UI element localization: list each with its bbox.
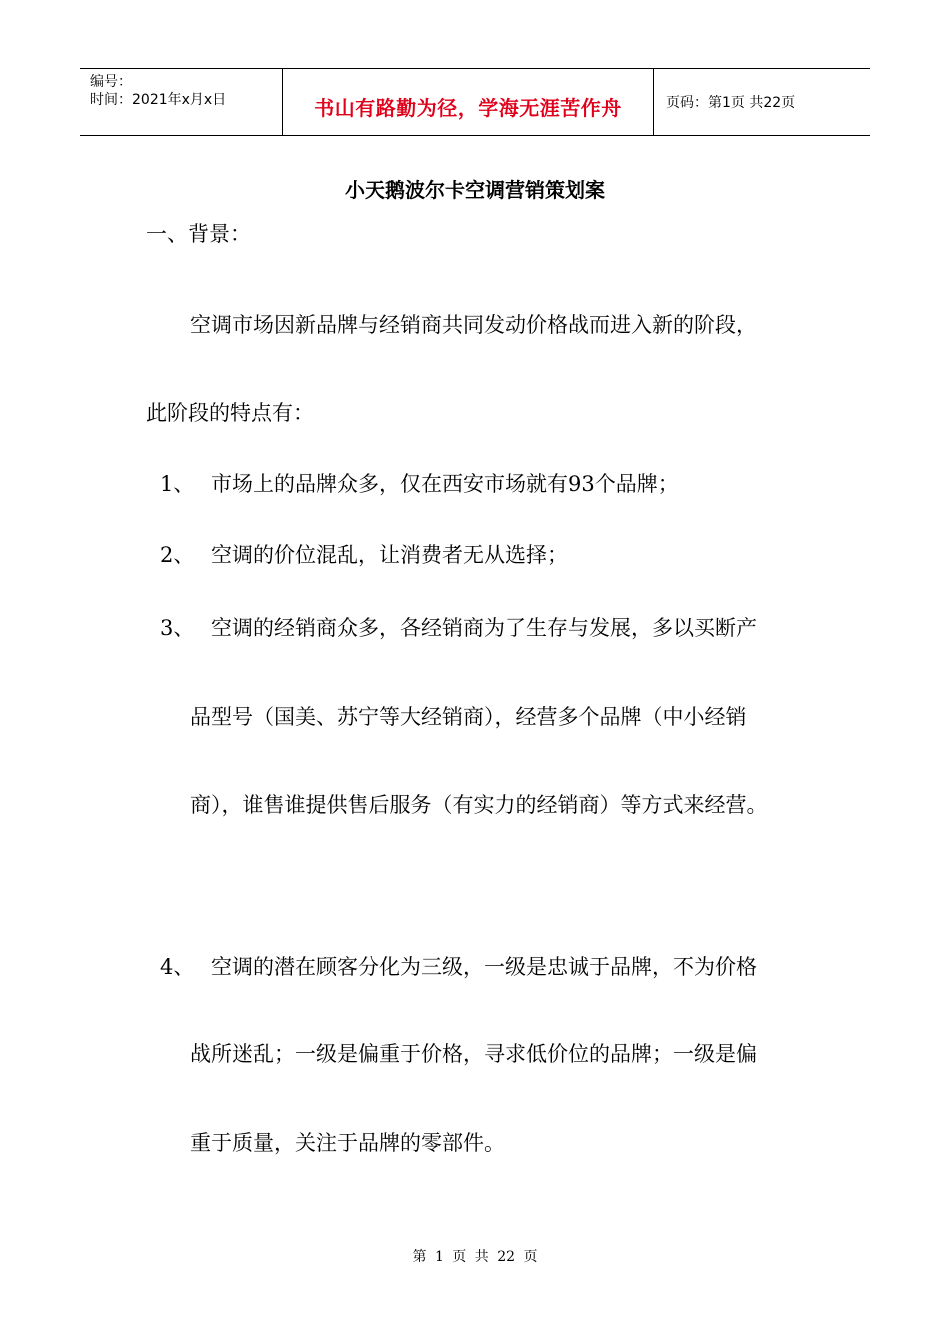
list-item-number: 4、 bbox=[160, 955, 195, 979]
list-item-text: 品型号（国美、苏宁等大经销商），经营多个品牌（中小经销 bbox=[190, 705, 747, 729]
header-page-cell bbox=[654, 69, 870, 135]
page-header bbox=[80, 68, 870, 136]
list-item-text: 空调的经销商众多，各经销商为了生存与发展，多以买断产 bbox=[211, 616, 757, 640]
list-item-text: 商），谁售谁提供售后服务（有实力的经销商）等方式来经营。 bbox=[190, 793, 768, 817]
list-item-text: 战所迷乱；一级是偏重于价格，寻求低价位的品牌；一级是偏 bbox=[190, 1042, 757, 1066]
list-item-number: 2、 bbox=[160, 543, 195, 567]
list-item-text: 空调的潜在顾客分化为三级，一级是忠诚于品牌，不为价格 bbox=[211, 955, 757, 979]
header-motto-cell bbox=[282, 69, 654, 135]
list-item-text: 市场上的品牌众多，仅在西安市场就有93个品牌； bbox=[211, 472, 679, 496]
document-title: 小天鹅波尔卡空调营销策划案 bbox=[345, 178, 605, 202]
section-heading: 一、背景： bbox=[146, 222, 251, 246]
list-item-text: 空调的价位混乱，让消费者无从选择； bbox=[211, 543, 568, 567]
serial-label: 编号： bbox=[90, 74, 132, 90]
list-item-number: 1、 bbox=[160, 472, 195, 496]
page-info: 页码：第1页 共22页 bbox=[666, 95, 796, 111]
intro-line-2: 此阶段的特点有： bbox=[146, 401, 314, 425]
header-left-cell bbox=[80, 69, 282, 135]
page-footer: 第 1 页 共 22 页 bbox=[412, 1249, 538, 1265]
motto: 书山有路勤为径，学海无涯苦作舟 bbox=[314, 96, 622, 120]
time-label: 时间：2021年x月x日 bbox=[90, 92, 227, 108]
list-item-text: 重于质量，关注于品牌的零部件。 bbox=[190, 1131, 505, 1155]
list-item-number: 3、 bbox=[160, 616, 195, 640]
intro-line-1: 空调市场因新品牌与经销商共同发动价格战而进入新的阶段， bbox=[190, 313, 757, 337]
